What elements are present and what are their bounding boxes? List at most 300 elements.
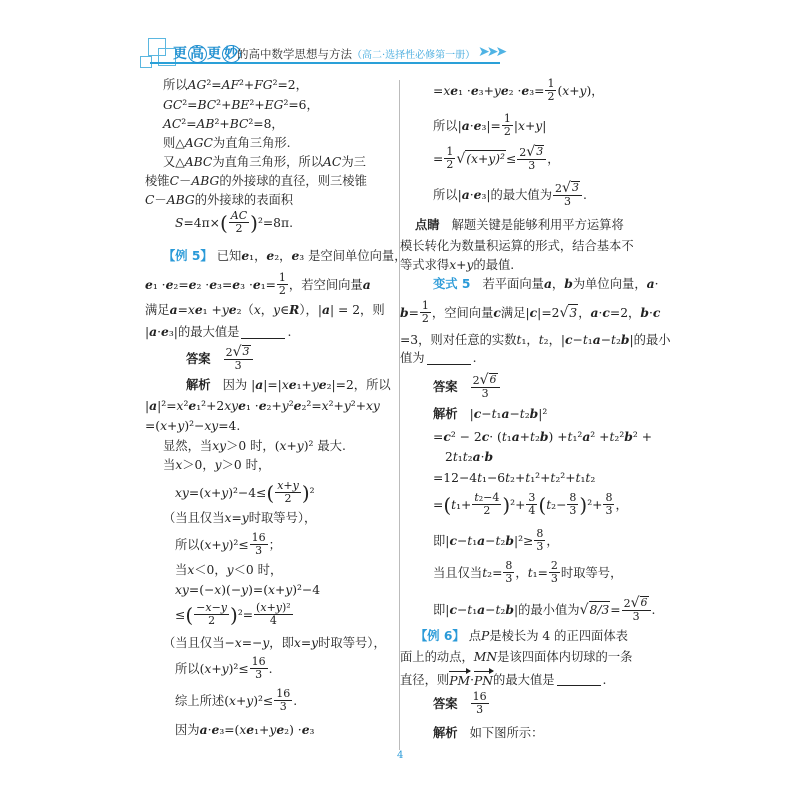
answer-blank — [427, 352, 471, 365]
vector-symbol: b — [640, 304, 649, 320]
text-line — [433, 470, 595, 486]
text-line — [163, 438, 346, 454]
fraction — [603, 492, 614, 517]
numerator — [553, 181, 582, 196]
text-run: ² − 2 — [450, 430, 482, 444]
text-run: ²+ — [350, 399, 366, 413]
text-run: 2 — [550, 559, 558, 572]
vector-symbol: e — [188, 398, 197, 413]
vector-symbol: e — [291, 248, 300, 263]
math-symbol: t — [452, 450, 458, 464]
math-symbol: t — [567, 430, 573, 444]
text-run: ₃|= — [481, 118, 501, 133]
denominator — [605, 505, 612, 517]
math-symbol: t — [575, 471, 581, 485]
text-line — [400, 257, 514, 273]
text-run: ₂² — [614, 430, 625, 444]
math-symbol: y — [226, 563, 234, 577]
text-line — [415, 217, 624, 233]
denominator — [280, 701, 287, 713]
denominator — [551, 573, 558, 585]
text-run: )²≤ — [228, 537, 249, 552]
fraction — [471, 691, 489, 716]
text-run: 时取等号， — [560, 565, 623, 580]
text-run: 2 — [519, 146, 527, 159]
vector-symbol: c — [565, 332, 573, 347]
math-symbol: AF — [221, 78, 239, 92]
math-symbol: ABG — [191, 174, 220, 188]
text-run: = — [433, 151, 444, 166]
math-symbol: t — [467, 602, 473, 617]
text-line — [175, 562, 282, 578]
square-root — [233, 345, 251, 358]
text-run: + — [524, 118, 536, 133]
brand-char: 妙 — [224, 46, 239, 62]
math-symbol: xy — [366, 399, 380, 413]
math-symbol: x — [268, 583, 275, 597]
text-run: 直径，则 — [400, 672, 450, 687]
text-run: ( — [256, 601, 261, 614]
math-symbol: t — [582, 333, 588, 347]
text-line — [415, 628, 628, 644]
text-run: 时取等号）， — [318, 636, 386, 650]
text-line — [175, 582, 320, 598]
math-symbol: x — [204, 661, 212, 676]
section-label: 解析 — [433, 407, 458, 421]
text-run: = — [408, 305, 419, 320]
text-run: ₁ — [506, 430, 512, 444]
text-line — [145, 302, 385, 318]
text-run: · — [207, 723, 212, 737]
text-line — [433, 145, 560, 172]
big-paren: ( — [443, 492, 452, 517]
denominator — [422, 313, 429, 325]
fraction — [229, 210, 249, 235]
vector-symbol: a — [590, 304, 599, 320]
fraction — [567, 492, 578, 517]
text-run: =2， — [609, 305, 641, 320]
text-run: ²=2， — [272, 78, 308, 92]
text-run: ²= — [181, 117, 197, 131]
text-line — [163, 457, 270, 473]
denominator — [255, 545, 262, 557]
text-line — [145, 398, 380, 414]
text-run: − — [456, 602, 468, 617]
text-run: + — [283, 479, 293, 492]
text-run: 3 — [563, 195, 571, 208]
section-label: 答案 — [186, 351, 211, 366]
text-line — [145, 192, 293, 208]
text-run: ₂²= — [301, 399, 322, 413]
text-run: ＞0， — [182, 458, 215, 472]
radicand: 3 — [242, 345, 250, 358]
fraction — [503, 560, 514, 585]
text-line — [163, 77, 308, 93]
text-run: 2 — [547, 90, 555, 103]
text-run: =4π× — [183, 215, 220, 230]
text-run: · — [470, 672, 474, 687]
math-symbol: y — [221, 303, 229, 317]
text-run: ₁ · — [152, 277, 166, 292]
text-run: + — [235, 693, 247, 708]
math-symbol: t — [462, 450, 468, 464]
text-run: ₂ — [467, 450, 473, 464]
text-run: + — [211, 661, 222, 676]
denominator — [536, 541, 543, 553]
text-run: 4 — [528, 504, 536, 517]
text-run: | — [469, 407, 474, 421]
text-run: ₂+ — [266, 399, 282, 413]
text-run: ₁ — [496, 407, 502, 421]
text-run: ²+ — [510, 497, 526, 512]
text-run: ₃ 是空间单位向量， — [299, 249, 407, 263]
math-symbol: y — [269, 723, 277, 737]
text-run: = — [231, 511, 242, 525]
radical-sign: √ — [526, 144, 536, 160]
text-run: ₃+ — [478, 83, 494, 98]
text-run: 时取等号）， — [248, 511, 317, 525]
text-line — [433, 528, 559, 553]
text-run: . — [287, 325, 292, 339]
vector-symbol: c — [449, 532, 457, 548]
denominator — [208, 615, 215, 627]
numerator — [224, 345, 253, 360]
math-symbol: t — [538, 333, 544, 347]
math-symbol: t — [550, 471, 556, 485]
square-root — [456, 150, 506, 167]
text-run: 当 — [175, 563, 188, 577]
radicand: 6 — [640, 596, 648, 609]
text-run: 的最大值是 — [493, 672, 555, 687]
math-symbol: y — [241, 511, 249, 525]
text-run: ² — [183, 399, 189, 413]
math-symbol: t — [516, 333, 522, 347]
brand-char: 更 — [207, 46, 222, 62]
text-run: 1 — [547, 77, 555, 90]
text-run: ， — [260, 303, 274, 317]
math-symbol: y — [466, 258, 474, 272]
text-run: ₁+ — [254, 723, 270, 737]
text-run: ₁+ — [296, 378, 312, 392]
text-run: = — [433, 83, 444, 98]
text-run: 2 — [421, 312, 429, 325]
math-symbol: x — [187, 303, 195, 317]
denominator — [528, 160, 535, 172]
math-symbol: x — [187, 563, 195, 577]
fraction — [545, 78, 556, 103]
vector-symbol: e — [470, 82, 479, 98]
vector-symbol: a — [582, 429, 591, 444]
vector-symbol: a — [149, 398, 158, 413]
text-line — [400, 238, 634, 254]
text-run: 值为 — [400, 351, 425, 365]
vector-symbol: c — [449, 601, 457, 617]
text-run: ( — [557, 83, 563, 98]
text-run: |=2 — [537, 305, 560, 320]
text-run: ₂ — [590, 471, 596, 485]
text-run: ₁= — [260, 277, 276, 292]
text-run: ₁ — [472, 602, 478, 617]
math-symbol: y — [221, 485, 229, 500]
text-run: =( — [188, 485, 204, 500]
math-symbol: x — [175, 458, 183, 472]
text-line — [175, 532, 281, 557]
text-run: 3 — [255, 668, 263, 681]
text-run: 8 — [569, 491, 577, 504]
text-run: 3 — [234, 359, 242, 372]
numerator — [517, 145, 546, 160]
text-run: ₁−6 — [482, 471, 506, 485]
fraction — [553, 181, 582, 208]
text-run: 2 — [284, 492, 292, 505]
math-symbol: BC — [197, 98, 217, 112]
text-run: 为单位向量， — [572, 277, 647, 291]
text-run: 8 — [505, 559, 513, 572]
text-run: = — [433, 430, 444, 444]
text-run: )²− — [184, 419, 205, 433]
vector-arrow: PM — [449, 670, 470, 689]
text-run: 为直角三角形. — [212, 136, 291, 150]
text-run: ²= — [237, 607, 254, 622]
math-symbol: AC — [230, 209, 248, 222]
vector-arrow: PN — [474, 670, 493, 689]
denominator — [235, 223, 242, 235]
example-label: 【例 6】 — [415, 629, 465, 643]
math-symbol: t — [451, 497, 457, 512]
text-run: 2 — [472, 374, 480, 387]
math-symbol: y — [292, 479, 299, 492]
fraction — [275, 480, 301, 505]
text-run: 所以( — [175, 537, 205, 552]
math-symbol: xy — [224, 399, 239, 413]
vector-symbol: a — [477, 601, 486, 617]
text-line — [433, 373, 501, 400]
math-symbol: x — [260, 601, 267, 614]
math-symbol: S — [175, 215, 184, 230]
text-run: )=( — [248, 583, 268, 597]
text-run: 3 — [481, 387, 489, 400]
example-label: 【例 5】 — [163, 249, 213, 263]
text-line — [175, 688, 297, 713]
text-run: 所以| — [433, 187, 462, 202]
text-line — [400, 350, 477, 366]
text-run: =12−4 — [433, 471, 478, 485]
big-paren: ) — [502, 492, 511, 517]
vector-symbol: e — [318, 377, 327, 392]
math-symbol: x — [321, 399, 329, 413]
text-line — [445, 449, 493, 465]
text-run: 2 — [225, 346, 233, 359]
big-paren: ( — [266, 480, 275, 505]
text-run: 2 — [483, 504, 491, 517]
text-run: ₂， — [274, 249, 292, 263]
math-symbol: x — [204, 485, 211, 500]
text-run: 8 — [536, 527, 544, 540]
text-line — [163, 116, 284, 132]
math-symbol: AB — [196, 117, 215, 131]
text-run: + — [519, 430, 530, 444]
text-run: 16 — [276, 687, 291, 700]
math-symbol: x — [449, 258, 457, 272]
text-run: ， — [578, 305, 591, 320]
math-symbol: y — [285, 583, 293, 597]
denominator — [235, 360, 242, 372]
text-run: · — [157, 325, 162, 339]
text-run: · — [654, 277, 659, 291]
text-line — [433, 78, 604, 103]
text-run: + — [274, 583, 286, 597]
radical-sign: √ — [630, 595, 640, 611]
math-symbol: x — [229, 693, 236, 708]
text-run: ²+ — [216, 98, 232, 112]
text-line — [400, 332, 671, 348]
answer-blank — [241, 326, 285, 339]
math-symbol: FG — [254, 78, 273, 92]
math-symbol: t — [477, 471, 483, 485]
fraction — [549, 560, 560, 585]
math-symbol: ABG — [166, 193, 195, 207]
fraction — [471, 373, 500, 400]
text-run: ＞0 时，( — [226, 439, 280, 453]
radical-sign: √ — [562, 180, 571, 196]
text-run: ₂− — [551, 497, 567, 512]
text-run: 16 — [472, 690, 487, 703]
text-run: + — [286, 439, 297, 453]
text-run: 3 — [528, 159, 536, 172]
text-run: 3 — [550, 572, 558, 585]
math-symbol: x — [239, 723, 247, 737]
math-symbol: x — [443, 83, 451, 98]
vector-symbol: c — [652, 304, 661, 320]
section-label: 解析 — [186, 378, 211, 392]
text-run: . — [582, 187, 587, 202]
vector-symbol: c — [481, 429, 490, 444]
text-run: ₂²+ — [555, 471, 576, 485]
text-run: ₂ — [500, 602, 506, 617]
vector-symbol: c — [443, 429, 451, 444]
text-run: 16 — [251, 531, 266, 544]
title-subtitle: （高二·选择性必修第一册） — [352, 50, 476, 61]
denominator — [505, 573, 512, 585]
text-line — [433, 725, 543, 741]
radicand: 6 — [489, 373, 497, 386]
fraction — [250, 656, 268, 681]
big-paren: ( — [538, 492, 547, 517]
text-run: 1 — [278, 271, 286, 284]
text-line — [186, 345, 254, 372]
text-line — [433, 276, 659, 292]
math-symbol: y — [246, 693, 254, 708]
math-symbol: x — [176, 399, 184, 413]
vector-symbol: e — [194, 302, 203, 317]
text-run: ₃ · — [240, 277, 253, 292]
text-run: 即| — [433, 602, 450, 617]
denominator — [564, 196, 571, 208]
math-symbol: t — [585, 471, 591, 485]
text-run: ₁²+2 — [196, 399, 225, 413]
math-symbol: x — [281, 378, 289, 392]
vector-symbol: b — [539, 429, 549, 444]
fraction — [254, 602, 293, 627]
denominator — [528, 505, 535, 517]
text-run: )² 最大. — [303, 439, 346, 453]
vector-symbol: a — [646, 276, 655, 291]
text-run: 满足 — [145, 303, 170, 317]
text-run: （当且仅当 — [163, 511, 225, 525]
text-run: ₂= — [487, 565, 503, 580]
math-symbol: y — [579, 83, 587, 98]
vector-symbol: a — [461, 186, 470, 202]
text-line — [433, 691, 490, 716]
square-root — [631, 596, 649, 609]
math-symbol: y — [311, 636, 319, 650]
text-run: )²≤ — [228, 661, 249, 676]
text-run: 的外接球的直径，则三棱锥 — [219, 174, 367, 188]
text-run: | — [145, 399, 150, 413]
text-run: 3 — [505, 572, 513, 585]
vector-symbol: c — [493, 304, 501, 320]
vector-symbol: a — [472, 449, 481, 464]
denominator — [482, 388, 489, 400]
text-run: ≤ — [505, 151, 517, 166]
vector-symbol: e — [450, 82, 459, 98]
big-paren: ( — [185, 602, 194, 627]
text-run: 2 — [278, 284, 286, 297]
denominator — [569, 505, 576, 517]
text-run: 因为 — [175, 723, 200, 737]
text-run: ²=6， — [283, 98, 319, 112]
math-symbol: t — [527, 565, 533, 580]
vector-symbol: e — [301, 722, 310, 737]
text-run: ₃=( — [219, 723, 240, 737]
text-run: 是棱长为 4 的正四面体表 — [489, 629, 628, 643]
text-run: )²−4 — [292, 583, 321, 597]
vector-symbol: c — [529, 304, 538, 320]
text-run: ， — [615, 497, 628, 512]
math-symbol: y — [220, 601, 227, 614]
text-run: · — [480, 450, 485, 464]
variant-label: 变式 5 — [433, 277, 471, 291]
text-run: ₁ — [457, 450, 463, 464]
vector-symbol: b — [505, 532, 514, 548]
page-number: 4 — [397, 750, 404, 761]
text-line — [175, 210, 293, 235]
vector-symbol: e — [521, 82, 530, 98]
text-run: )(− — [221, 583, 242, 597]
book-title — [237, 46, 475, 62]
text-run: 1 — [446, 145, 454, 158]
text-run: · ( — [489, 430, 502, 444]
math-symbol: BC — [229, 117, 249, 131]
text-run: | — [145, 325, 150, 339]
section-label: 答案 — [433, 379, 458, 394]
math-symbol: t — [525, 471, 531, 485]
fraction — [420, 300, 431, 325]
text-run: 当 — [163, 458, 176, 472]
text-run: ₂ · — [196, 277, 210, 292]
vector-symbol: a — [592, 332, 601, 347]
title-text: 的高中数学思想与方法 — [237, 47, 352, 61]
text-run: 等式求得 — [400, 258, 450, 272]
brand-logo — [173, 43, 241, 63]
vector-symbol: a — [149, 324, 158, 339]
denominator — [633, 611, 640, 623]
vector-symbol: a — [362, 276, 371, 292]
math-symbol: x — [562, 83, 570, 98]
text-line — [163, 97, 319, 113]
text-run: ₃ — [309, 723, 315, 737]
big-paren: ) — [230, 602, 238, 627]
